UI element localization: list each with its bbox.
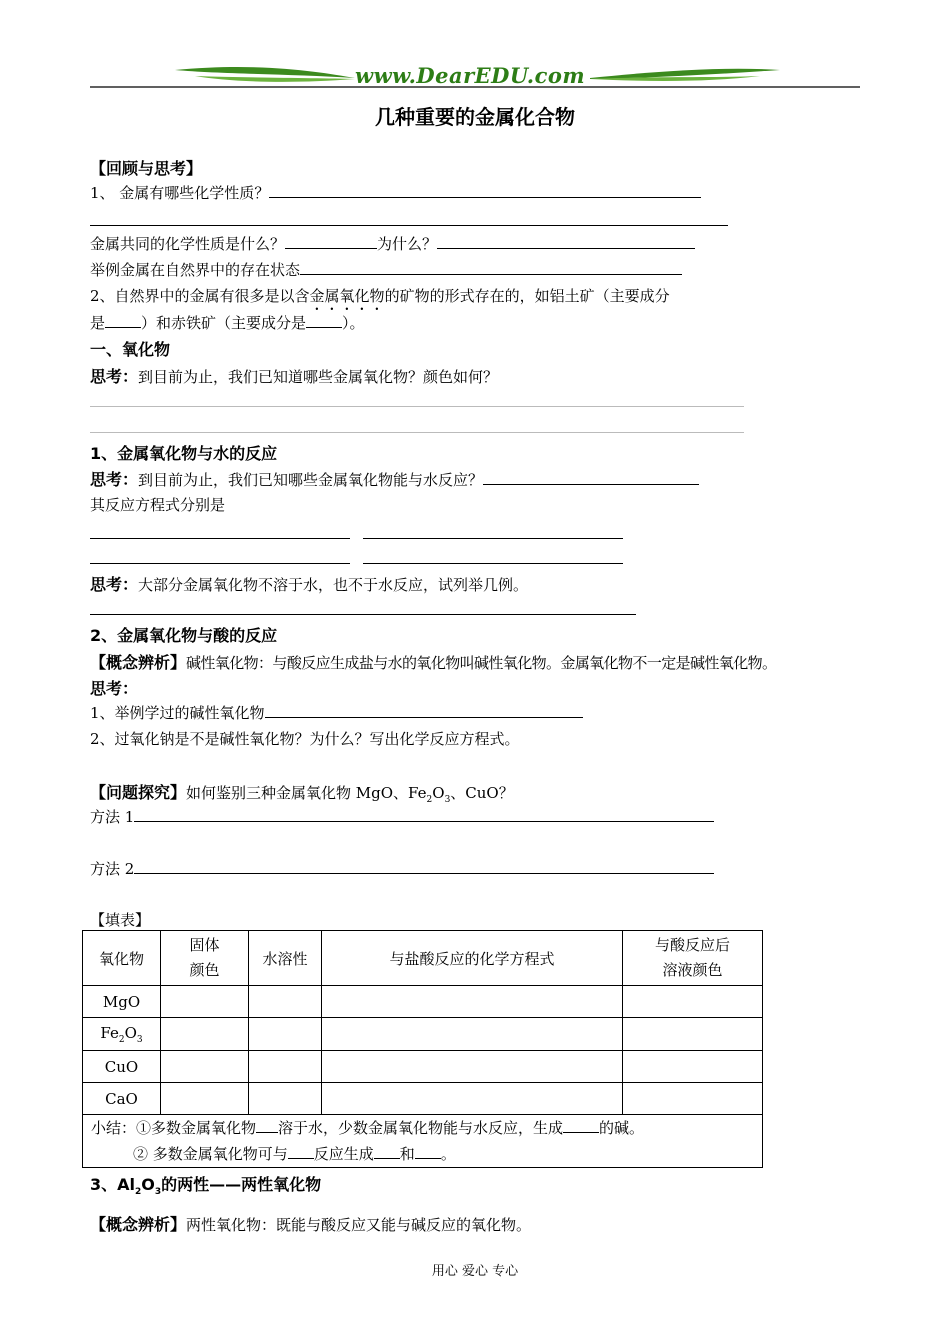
page-title: 几种重要的金属化合物 <box>375 105 575 129</box>
header-solution-color: 与酸反应后 溶液颜色 <box>623 931 763 986</box>
review-q-common: 金属共同的化学性质是什么？ 为什么？ <box>90 233 695 254</box>
table-cell[interactable] <box>249 986 322 1018</box>
table-cell[interactable] <box>322 1083 623 1115</box>
table-cell[interactable] <box>161 1083 249 1115</box>
acid-heading: 2、金属氧化物与酸的反应 <box>90 626 278 645</box>
answer-line[interactable] <box>90 432 744 433</box>
answer-blank[interactable] <box>285 234 377 249</box>
table-cell[interactable] <box>161 1051 249 1083</box>
review-heading: 【回顾与思考】 <box>90 159 203 178</box>
review-q2-cont: 是 ）和赤铁矿（主要成分是 ）。 <box>90 314 365 332</box>
acid-concept: 【概念辨析】碱性氧化物：与酸反应生成盐与水的氧化物叫碱性氧化物。金属氧化物不一定是碱性氧化物。 <box>90 653 777 672</box>
header-oxide: 氧化物 <box>83 931 161 986</box>
equation-line[interactable] <box>90 538 350 539</box>
answer-blank[interactable] <box>437 234 695 249</box>
answer-blank[interactable] <box>256 1118 278 1133</box>
table-row <box>83 986 763 1018</box>
amphoteric-concept: 【概念辨析】两性氧化物：既能与酸反应又能与碱反应的氧化物。 <box>90 1215 532 1234</box>
header-solubility: 水溶性 <box>249 931 322 986</box>
table-cell[interactable] <box>249 1083 322 1115</box>
table-header-row <box>83 931 763 986</box>
table-cell[interactable] <box>322 1051 623 1083</box>
answer-blank[interactable] <box>415 1144 441 1159</box>
equation-line[interactable] <box>363 538 623 539</box>
table-cell[interactable] <box>161 986 249 1018</box>
inquiry-question: 【问题探究】如何鉴别三种金属氧化物 MgO、$Fe_2O_3$、CuO？ <box>90 783 514 805</box>
answer-blank[interactable] <box>105 313 141 328</box>
amphoteric-heading: 3、$Al_2O_3$的两性——两性氧化物 <box>90 1175 322 1198</box>
oxide-table <box>82 930 763 1168</box>
answer-blank[interactable] <box>483 470 699 485</box>
answer-line[interactable] <box>90 614 636 615</box>
answer-blank[interactable] <box>288 1144 314 1159</box>
table-row <box>83 1018 763 1051</box>
table-cell[interactable] <box>249 1051 322 1083</box>
answer-blank[interactable] <box>374 1144 400 1159</box>
table-row <box>83 1051 763 1083</box>
acid-q2: 2、过氧化钠是不是碱性氧化物？为什么？写出化学反应方程式。 <box>90 730 520 748</box>
table-cell[interactable] <box>322 986 623 1018</box>
table-cell[interactable] <box>322 1018 623 1051</box>
answer-blank[interactable] <box>269 183 701 198</box>
water-equations-label: 其反应方程式分别是 <box>90 496 226 514</box>
answer-blank[interactable] <box>134 859 714 874</box>
answer-line[interactable] <box>90 406 744 407</box>
row-label: CaO <box>83 1083 161 1115</box>
table-cell[interactable] <box>623 1051 763 1083</box>
review-q2: 2、自然界中的金属有很多是以含金属氧化物的矿物的形式存在的，如铝土矿（主要成分 <box>90 287 670 305</box>
answer-blank[interactable] <box>265 703 583 718</box>
review-q-exist: 举例金属在自然界中的存在状态 <box>90 259 682 280</box>
table-cell[interactable] <box>623 1018 763 1051</box>
equation-line[interactable] <box>363 563 623 564</box>
row-label: CuO <box>83 1051 161 1083</box>
oxides-think: 思考：到目前为止，我们已知道哪些金属氧化物？颜色如何？ <box>90 367 499 386</box>
answer-blank[interactable] <box>563 1118 599 1133</box>
oxides-heading: 一、氧化物 <box>90 340 171 359</box>
header-equation: 与盐酸反应的化学方程式 <box>322 931 623 986</box>
row-label: $Fe_2O_3$ <box>83 1018 161 1051</box>
review-q1: 1、 金属有哪些化学性质？ <box>90 182 701 203</box>
summary-cell: 小结：①多数金属氧化物 溶于水，少数金属氧化物能与水反应，生成 的碱。 ② 多数金属氧化物可与 反应生成 和 。 <box>83 1115 763 1168</box>
header-solid-color: 固体 颜色 <box>161 931 249 986</box>
water-think: 思考：到目前为止，我们已知哪些金属氧化物能与水反应？ <box>90 467 699 490</box>
water-think2: 思考：大部分金属氧化物不溶于水，也不于水反应，试列举几例。 <box>90 575 529 594</box>
answer-blank[interactable] <box>300 260 682 275</box>
method1: 方法 1 <box>90 806 714 827</box>
equation-line[interactable] <box>90 563 350 564</box>
acid-q1: 1、举例学过的碱性氧化物 <box>90 702 583 723</box>
water-heading: 1、金属氧化物与水的反应 <box>90 444 278 463</box>
table-cell[interactable] <box>161 1018 249 1051</box>
method2: 方法 2 <box>90 858 714 879</box>
acid-think-label: 思考： <box>90 679 139 698</box>
answer-blank[interactable] <box>134 807 714 822</box>
answer-line[interactable] <box>90 225 728 226</box>
table-cell[interactable] <box>623 986 763 1018</box>
summary-row <box>83 1115 763 1168</box>
table-label: 【填表】 <box>90 911 151 929</box>
row-label: MgO <box>83 986 161 1018</box>
answer-blank[interactable] <box>306 313 342 328</box>
table-row <box>83 1083 763 1115</box>
table-cell[interactable] <box>249 1018 322 1051</box>
footer-text: 用心 爱心 专心 <box>431 1264 519 1279</box>
logo-text: www.DearEDU.com <box>355 63 586 88</box>
table-cell[interactable] <box>623 1083 763 1115</box>
